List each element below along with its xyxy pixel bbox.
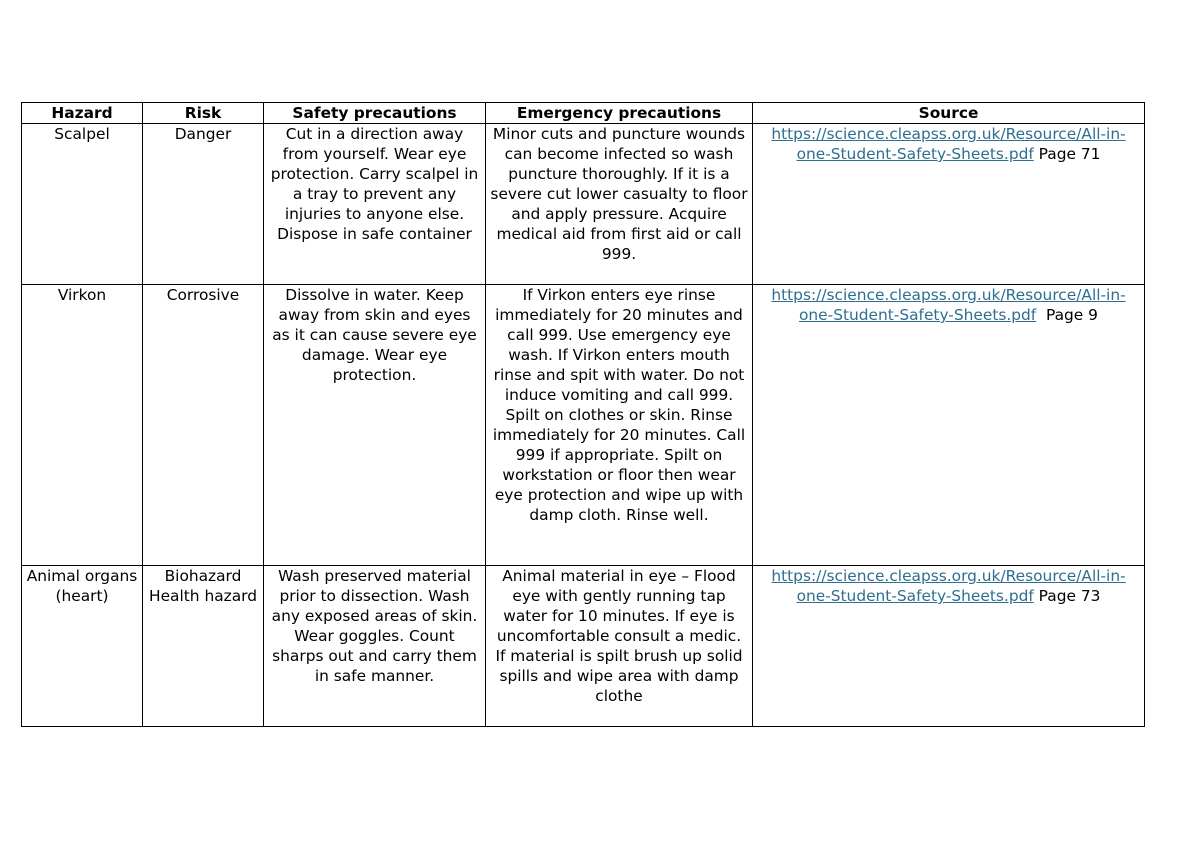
table-row	[22, 124, 1145, 285]
table-row	[22, 285, 1145, 566]
source-cell	[753, 285, 1145, 566]
header-risk: Risk	[143, 103, 264, 124]
table-row	[22, 566, 1145, 727]
table-header-row	[22, 103, 1145, 124]
risk-cell: Biohazard Health hazard	[143, 566, 264, 727]
risk-assessment-table	[21, 102, 1145, 727]
source-link[interactable]: https://science.cleapss.org.uk/Resource/All-in-one-Student-Safety-Sheets.pdf	[771, 567, 1126, 605]
hazard-cell: Scalpel	[22, 124, 143, 285]
safety-cell: Dissolve in water. Keep away from skin and eyes as it can cause severe eye damage. Wear eye protection.	[264, 285, 486, 566]
source-link[interactable]: https://science.cleapss.org.uk/Resource/All-in-one-Student-Safety-Sheets.pdf	[771, 286, 1126, 324]
risk-cell: Danger	[143, 124, 264, 285]
header-emergency-precautions: Emergency precautions	[486, 103, 753, 124]
emergency-cell: Animal material in eye – Flood eye with gently running tap water for 10 minutes. If eye is uncomfortable consult a medic. If material is spilt brush up solid spills and wipe area with damp clothe	[486, 566, 753, 727]
safety-cell: Cut in a direction away from yourself. Wear eye protection. Carry scalpel in a tray to prevent any injuries to anyone else. Dispose in safe container	[264, 124, 486, 285]
header-source: Source	[753, 103, 1145, 124]
hazard-cell: Animal organs (heart)	[22, 566, 143, 727]
source-cell	[753, 566, 1145, 727]
emergency-cell: If Virkon enters eye rinse immediately for 20 minutes and call 999. Use emergency eye wash. If Virkon enters mouth rinse and spit with water. Do not induce vomiting and call 999. Spilt on clothes or skin. Rinse immediately for 20 minutes. Call 999 if appropriate. Spilt on workstation or floor then wear eye protection and wipe up with damp cloth. Rinse well.	[486, 285, 753, 566]
hazard-cell: Virkon	[22, 285, 143, 566]
source-page: Page 73	[1033, 587, 1101, 605]
risk-cell: Corrosive	[143, 285, 264, 566]
source-link[interactable]: https://science.cleapss.org.uk/Resource/All-in-one-Student-Safety-Sheets.pdf	[771, 125, 1126, 163]
header-safety-precautions: Safety precautions	[264, 103, 486, 124]
source-page: Page 9	[1036, 306, 1098, 324]
safety-cell: Wash preserved material prior to dissection. Wash any exposed areas of skin. Wear goggles. Count sharps out and carry them in safe manner.	[264, 566, 486, 727]
emergency-cell: Minor cuts and puncture wounds can become infected so wash puncture thoroughly. If it is a severe cut lower casualty to floor and apply pressure. Acquire medical aid from first aid or call 999.	[486, 124, 753, 285]
source-cell	[753, 124, 1145, 285]
source-page: Page 71	[1033, 145, 1101, 163]
header-hazard: Hazard	[22, 103, 143, 124]
